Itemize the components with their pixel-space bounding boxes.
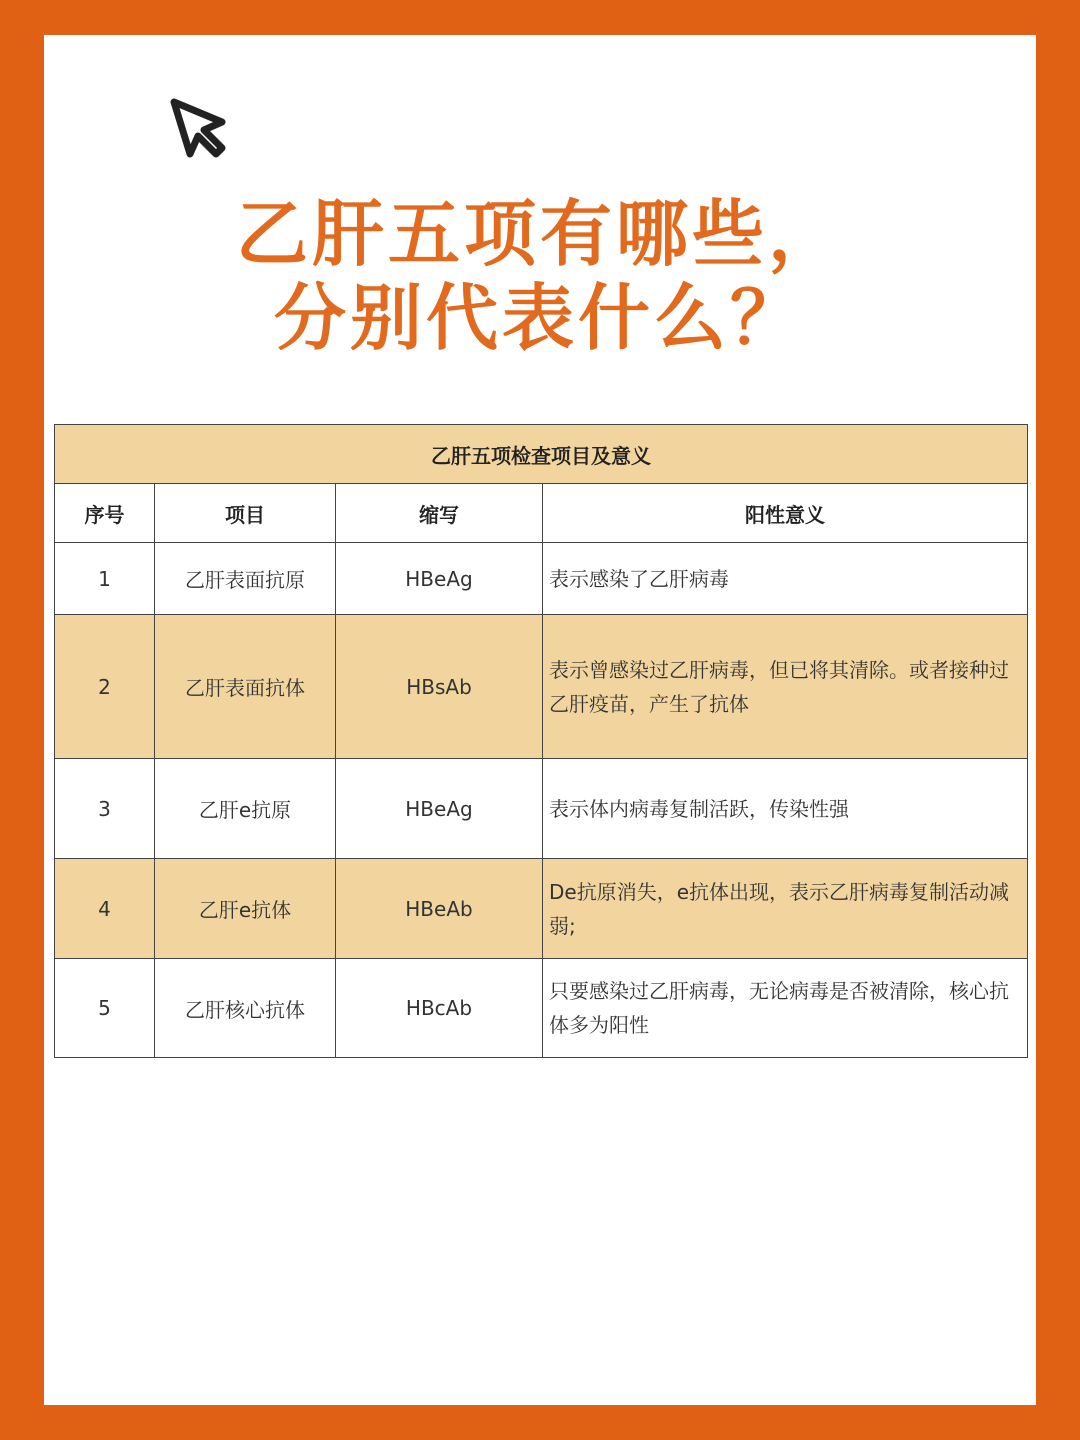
cell-no: 2 xyxy=(55,615,155,759)
cell-item: 乙肝e抗原 xyxy=(155,759,336,859)
cell-meaning: 表示感染了乙肝病毒 xyxy=(543,543,1028,615)
table-row xyxy=(55,543,1028,615)
title-line-2: 分别代表什么？ xyxy=(273,276,806,360)
table-caption: 乙肝五项检查项目及意义 xyxy=(55,425,1028,484)
cell-item: 乙肝e抗体 xyxy=(155,859,336,959)
cell-abbr: HBeAg xyxy=(336,759,543,859)
cell-no: 5 xyxy=(55,959,155,1058)
header-no: 序号 xyxy=(55,484,155,543)
title-line-1: 乙肝五项有哪些， xyxy=(235,192,844,276)
cursor-arrow-icon xyxy=(160,92,240,172)
cell-no: 1 xyxy=(55,543,155,615)
table-caption-row xyxy=(55,425,1028,484)
header-item: 项目 xyxy=(155,484,336,543)
table-row xyxy=(55,859,1028,959)
cell-abbr: HBeAg xyxy=(336,543,543,615)
cell-item: 乙肝表面抗原 xyxy=(155,543,336,615)
cell-meaning: 表示体内病毒复制活跃，传染性强 xyxy=(543,759,1028,859)
header-abbr: 缩写 xyxy=(336,484,543,543)
header-meaning: 阳性意义 xyxy=(543,484,1028,543)
cell-meaning: De抗原消失，e抗体出现，表示乙肝病毒复制活动减弱; xyxy=(543,859,1028,959)
cell-meaning: 表示曾感染过乙肝病毒，但已将其清除。或者接种过乙肝疫苗，产生了抗体 xyxy=(543,615,1028,759)
cell-item: 乙肝表面抗体 xyxy=(155,615,336,759)
cell-abbr: HBsAb xyxy=(336,615,543,759)
table-row xyxy=(55,615,1028,759)
table-row xyxy=(55,959,1028,1058)
cell-no: 3 xyxy=(55,759,155,859)
table-row xyxy=(55,759,1028,859)
cell-item: 乙肝核心抗体 xyxy=(155,959,336,1058)
cell-abbr: HBcAb xyxy=(336,959,543,1058)
cell-abbr: HBeAb xyxy=(336,859,543,959)
cell-no: 4 xyxy=(55,859,155,959)
hbv-table xyxy=(54,424,1028,1058)
table-header-row xyxy=(55,484,1028,543)
page-title xyxy=(0,192,1080,360)
cell-meaning: 只要感染过乙肝病毒，无论病毒是否被清除，核心抗体多为阳性 xyxy=(543,959,1028,1058)
